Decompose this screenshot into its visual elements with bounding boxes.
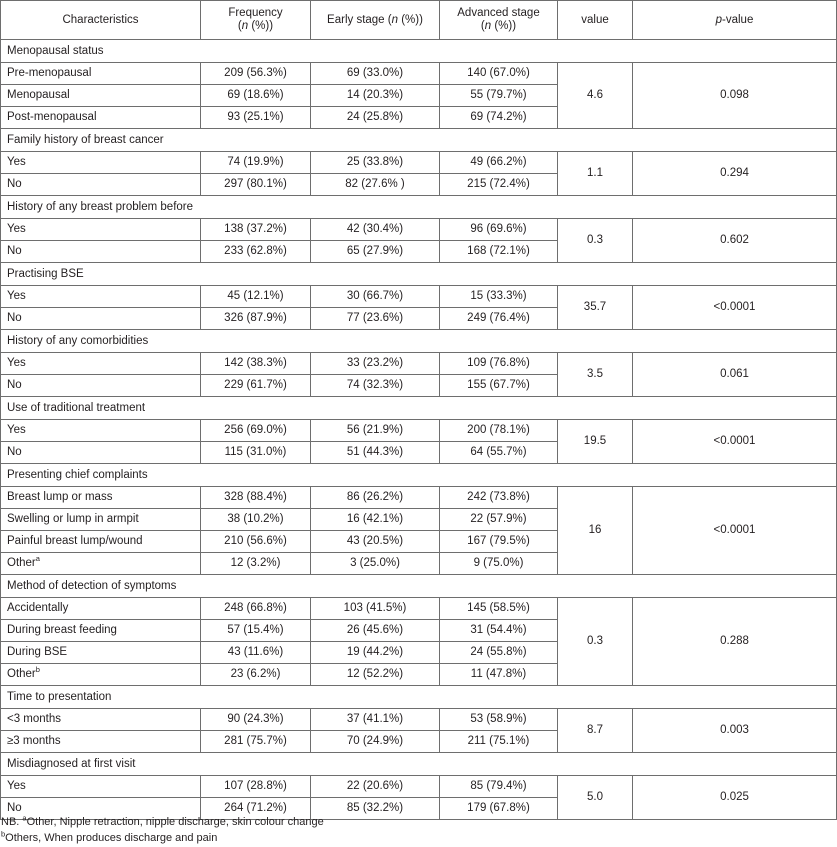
section-header-row: [1, 129, 837, 152]
row-label-text: ≥3 months: [7, 735, 61, 747]
col-frequency-sub-pre: (: [237, 20, 242, 32]
row-label: [1, 731, 201, 753]
section-header-row: [1, 263, 837, 286]
row-label-text: During breast feeding: [7, 624, 117, 636]
advanced-stage-cell: 22 (57.9%): [440, 509, 558, 531]
frequency-cell: 23 (6.2%): [201, 664, 311, 686]
advanced-stage-cell: 85 (79.4%): [440, 776, 558, 798]
advanced-stage-cell: 24 (55.8%): [440, 642, 558, 664]
value-cell: 5.0: [558, 776, 633, 820]
row-label: [1, 85, 201, 107]
frequency-cell: 233 (62.8%): [201, 241, 311, 263]
row-label-text: Other: [7, 557, 36, 569]
advanced-stage-cell: 179 (67.8%): [440, 798, 558, 820]
row-label-text: No: [7, 312, 22, 324]
early-stage-cell: 25 (33.8%): [311, 152, 440, 174]
early-stage-cell: 24 (25.8%): [311, 107, 440, 129]
row-label: [1, 598, 201, 620]
col-value: value: [558, 1, 633, 40]
table-row: [1, 420, 837, 442]
p-value-cell: 0.294: [633, 152, 837, 196]
frequency-cell: 297 (80.1%): [201, 174, 311, 196]
early-stage-cell: 42 (30.4%): [311, 219, 440, 241]
frequency-cell: 328 (88.4%): [201, 487, 311, 509]
note-a-prefix: NB.: [1, 816, 23, 828]
note-a: [1, 814, 324, 830]
advanced-stage-cell: 53 (58.9%): [440, 709, 558, 731]
frequency-cell: 43 (11.6%): [201, 642, 311, 664]
early-stage-cell: 3 (25.0%): [311, 553, 440, 575]
row-label: [1, 308, 201, 330]
row-label: [1, 107, 201, 129]
row-label: [1, 63, 201, 85]
row-label-text: Menopausal: [7, 89, 70, 101]
table-row: [1, 709, 837, 731]
col-advanced-sub-post: (%)): [491, 20, 517, 32]
frequency-cell: 281 (75.7%): [201, 731, 311, 753]
row-label: [1, 776, 201, 798]
advanced-stage-cell: 49 (66.2%): [440, 152, 558, 174]
p-value-cell: 0.098: [633, 63, 837, 129]
col-early-post: (%)): [398, 13, 423, 26]
early-stage-cell: 51 (44.3%): [311, 442, 440, 464]
advanced-stage-cell: 11 (47.8%): [440, 664, 558, 686]
advanced-stage-cell: 140 (67.0%): [440, 63, 558, 85]
advanced-stage-cell: 200 (78.1%): [440, 420, 558, 442]
table-row: [1, 219, 837, 241]
early-stage-cell: 43 (20.5%): [311, 531, 440, 553]
frequency-cell: 38 (10.2%): [201, 509, 311, 531]
table-row: [1, 353, 837, 375]
p-value-cell: 0.061: [633, 353, 837, 397]
section-header-row: [1, 753, 837, 776]
early-stage-cell: 22 (20.6%): [311, 776, 440, 798]
col-p-value-rest: -value: [722, 13, 754, 26]
section-header-row: [1, 686, 837, 709]
row-label-text: Post-menopausal: [7, 111, 97, 123]
section-title: Menopausal status: [1, 40, 837, 63]
col-characteristics: Characteristics: [1, 1, 201, 40]
col-p-value-p: p: [715, 13, 723, 26]
section-header-row: [1, 464, 837, 487]
header-row: [1, 1, 837, 40]
frequency-cell: 107 (28.8%): [201, 776, 311, 798]
col-frequency-title: Frequency: [228, 7, 283, 19]
frequency-cell: 210 (56.6%): [201, 531, 311, 553]
early-stage-cell: 77 (23.6%): [311, 308, 440, 330]
early-stage-cell: 19 (44.2%): [311, 642, 440, 664]
frequency-cell: 138 (37.2%): [201, 219, 311, 241]
row-label: [1, 353, 201, 375]
table-row: [1, 776, 837, 798]
advanced-stage-cell: 155 (67.7%): [440, 375, 558, 397]
row-label-text: Painful breast lump/wound: [7, 535, 143, 547]
note-a-sup: a: [22, 813, 27, 823]
table-row: [1, 598, 837, 620]
table-row: [1, 286, 837, 308]
frequency-cell: 256 (69.0%): [201, 420, 311, 442]
row-label: [1, 152, 201, 174]
early-stage-cell: 103 (41.5%): [311, 598, 440, 620]
early-stage-cell: 14 (20.3%): [311, 85, 440, 107]
value-cell: 19.5: [558, 420, 633, 464]
row-label: [1, 642, 201, 664]
early-stage-cell: 56 (21.9%): [311, 420, 440, 442]
p-value-cell: <0.0001: [633, 286, 837, 330]
advanced-stage-cell: 168 (72.1%): [440, 241, 558, 263]
early-stage-cell: 70 (24.9%): [311, 731, 440, 753]
row-label-text: No: [7, 802, 22, 814]
section-title: Practising BSE: [1, 263, 837, 286]
frequency-cell: 248 (66.8%): [201, 598, 311, 620]
frequency-cell: 69 (18.6%): [201, 85, 311, 107]
early-stage-cell: 86 (26.2%): [311, 487, 440, 509]
section-title: Use of traditional treatment: [1, 397, 837, 420]
col-p-value: [633, 1, 837, 40]
row-label-text: Yes: [7, 357, 26, 369]
early-stage-cell: 33 (23.2%): [311, 353, 440, 375]
early-stage-cell: 82 (27.6% ): [311, 174, 440, 196]
advanced-stage-cell: 96 (69.6%): [440, 219, 558, 241]
section-title: Misdiagnosed at first visit: [1, 753, 837, 776]
row-label-text: Yes: [7, 290, 26, 302]
note-b: [1, 830, 324, 846]
table-row: [1, 152, 837, 174]
section-header-row: [1, 330, 837, 353]
value-cell: 8.7: [558, 709, 633, 753]
early-stage-cell: 16 (42.1%): [311, 509, 440, 531]
row-label-text: Yes: [7, 424, 26, 436]
frequency-cell: 264 (71.2%): [201, 798, 311, 820]
row-label: [1, 420, 201, 442]
p-value-cell: 0.288: [633, 598, 837, 686]
col-advanced-title: Advanced stage: [457, 7, 540, 19]
row-label-text: <3 months: [7, 713, 62, 725]
section-title: Family history of breast cancer: [1, 129, 837, 152]
p-value-cell: 0.602: [633, 219, 837, 263]
value-cell: 0.3: [558, 219, 633, 263]
row-label-text: Breast lump or mass: [7, 491, 113, 503]
advanced-stage-cell: 69 (74.2%): [440, 107, 558, 129]
early-stage-cell: 74 (32.3%): [311, 375, 440, 397]
early-stage-cell: 65 (27.9%): [311, 241, 440, 263]
row-label-text: No: [7, 178, 22, 190]
row-label-text: Yes: [7, 156, 26, 168]
row-label: [1, 174, 201, 196]
row-label: [1, 709, 201, 731]
section-header-row: [1, 40, 837, 63]
footnote-marker: a: [35, 554, 40, 564]
advanced-stage-cell: 145 (58.5%): [440, 598, 558, 620]
frequency-cell: 93 (25.1%): [201, 107, 311, 129]
row-label: [1, 375, 201, 397]
section-header-row: [1, 397, 837, 420]
col-early-title: Early stage (: [327, 13, 392, 26]
advanced-stage-cell: 15 (33.3%): [440, 286, 558, 308]
note-b-sup: b: [1, 829, 6, 839]
value-cell: 3.5: [558, 353, 633, 397]
p-value-cell: 0.025: [633, 776, 837, 820]
row-label: [1, 620, 201, 642]
col-advanced-sub-n: n: [484, 20, 492, 32]
frequency-cell: 115 (31.0%): [201, 442, 311, 464]
row-label: [1, 509, 201, 531]
early-stage-cell: 30 (66.7%): [311, 286, 440, 308]
row-label-text: No: [7, 446, 22, 458]
row-label: [1, 286, 201, 308]
advanced-stage-cell: 242 (73.8%): [440, 487, 558, 509]
frequency-cell: 12 (3.2%): [201, 553, 311, 575]
row-label: [1, 442, 201, 464]
row-label: [1, 219, 201, 241]
early-stage-cell: 12 (52.2%): [311, 664, 440, 686]
early-stage-cell: 69 (33.0%): [311, 63, 440, 85]
col-early-stage: [311, 1, 440, 40]
advanced-stage-cell: 211 (75.1%): [440, 731, 558, 753]
row-label: [1, 553, 201, 575]
col-frequency-sub-n: n: [241, 20, 249, 32]
early-stage-cell: 37 (41.1%): [311, 709, 440, 731]
table-row: [1, 63, 837, 85]
row-label-text: During BSE: [7, 646, 68, 658]
frequency-cell: 45 (12.1%): [201, 286, 311, 308]
section-header-row: [1, 196, 837, 219]
section-title: Time to presentation: [1, 686, 837, 709]
p-value-cell: 0.003: [633, 709, 837, 753]
value-cell: 1.1: [558, 152, 633, 196]
row-label-text: No: [7, 245, 22, 257]
table-row: [1, 487, 837, 509]
p-value-cell: <0.0001: [633, 420, 837, 464]
frequency-cell: 90 (24.3%): [201, 709, 311, 731]
frequency-cell: 326 (87.9%): [201, 308, 311, 330]
col-frequency-sub-post: (%)): [248, 20, 274, 32]
row-label-text: Other: [7, 668, 36, 680]
col-early-n: n: [391, 13, 399, 26]
section-title: History of any comorbidities: [1, 330, 837, 353]
frequency-cell: 229 (61.7%): [201, 375, 311, 397]
col-advanced-stage: [440, 1, 558, 40]
col-advanced-sub-pre: (: [480, 20, 485, 32]
p-value-cell: <0.0001: [633, 487, 837, 575]
row-label-text: No: [7, 379, 22, 391]
value-cell: 35.7: [558, 286, 633, 330]
frequency-cell: 142 (38.3%): [201, 353, 311, 375]
frequency-cell: 74 (19.9%): [201, 152, 311, 174]
advanced-stage-cell: 167 (79.5%): [440, 531, 558, 553]
advanced-stage-cell: 249 (76.4%): [440, 308, 558, 330]
value-cell: 16: [558, 487, 633, 575]
footnote-marker: b: [35, 665, 40, 675]
table-notes: [1, 814, 324, 846]
advanced-stage-cell: 215 (72.4%): [440, 174, 558, 196]
note-a-text: Other, Nipple retraction, nipple discharge, skin colour change: [26, 816, 324, 828]
row-label: [1, 487, 201, 509]
section-title: Presenting chief complaints: [1, 464, 837, 487]
section-header-row: [1, 575, 837, 598]
advanced-stage-cell: 31 (54.4%): [440, 620, 558, 642]
section-title: Method of detection of symptoms: [1, 575, 837, 598]
note-b-text: Others, When produces discharge and pain: [5, 832, 218, 844]
frequency-cell: 57 (15.4%): [201, 620, 311, 642]
early-stage-cell: 26 (45.6%): [311, 620, 440, 642]
row-label-text: Pre-menopausal: [7, 67, 92, 79]
advanced-stage-cell: 64 (55.7%): [440, 442, 558, 464]
value-cell: 0.3: [558, 598, 633, 686]
advanced-stage-cell: 9 (75.0%): [440, 553, 558, 575]
row-label-text: Yes: [7, 780, 26, 792]
section-title: History of any breast problem before: [1, 196, 837, 219]
col-frequency: [201, 1, 311, 40]
row-label: [1, 664, 201, 686]
row-label-text: Swelling or lump in armpit: [7, 513, 139, 525]
row-label-text: Yes: [7, 223, 26, 235]
advanced-stage-cell: 55 (79.7%): [440, 85, 558, 107]
frequency-cell: 209 (56.3%): [201, 63, 311, 85]
early-stage-cell: 85 (32.2%): [311, 798, 440, 820]
row-label: [1, 531, 201, 553]
row-label-text: Accidentally: [7, 602, 69, 614]
row-label: [1, 241, 201, 263]
advanced-stage-cell: 109 (76.8%): [440, 353, 558, 375]
value-cell: 4.6: [558, 63, 633, 129]
